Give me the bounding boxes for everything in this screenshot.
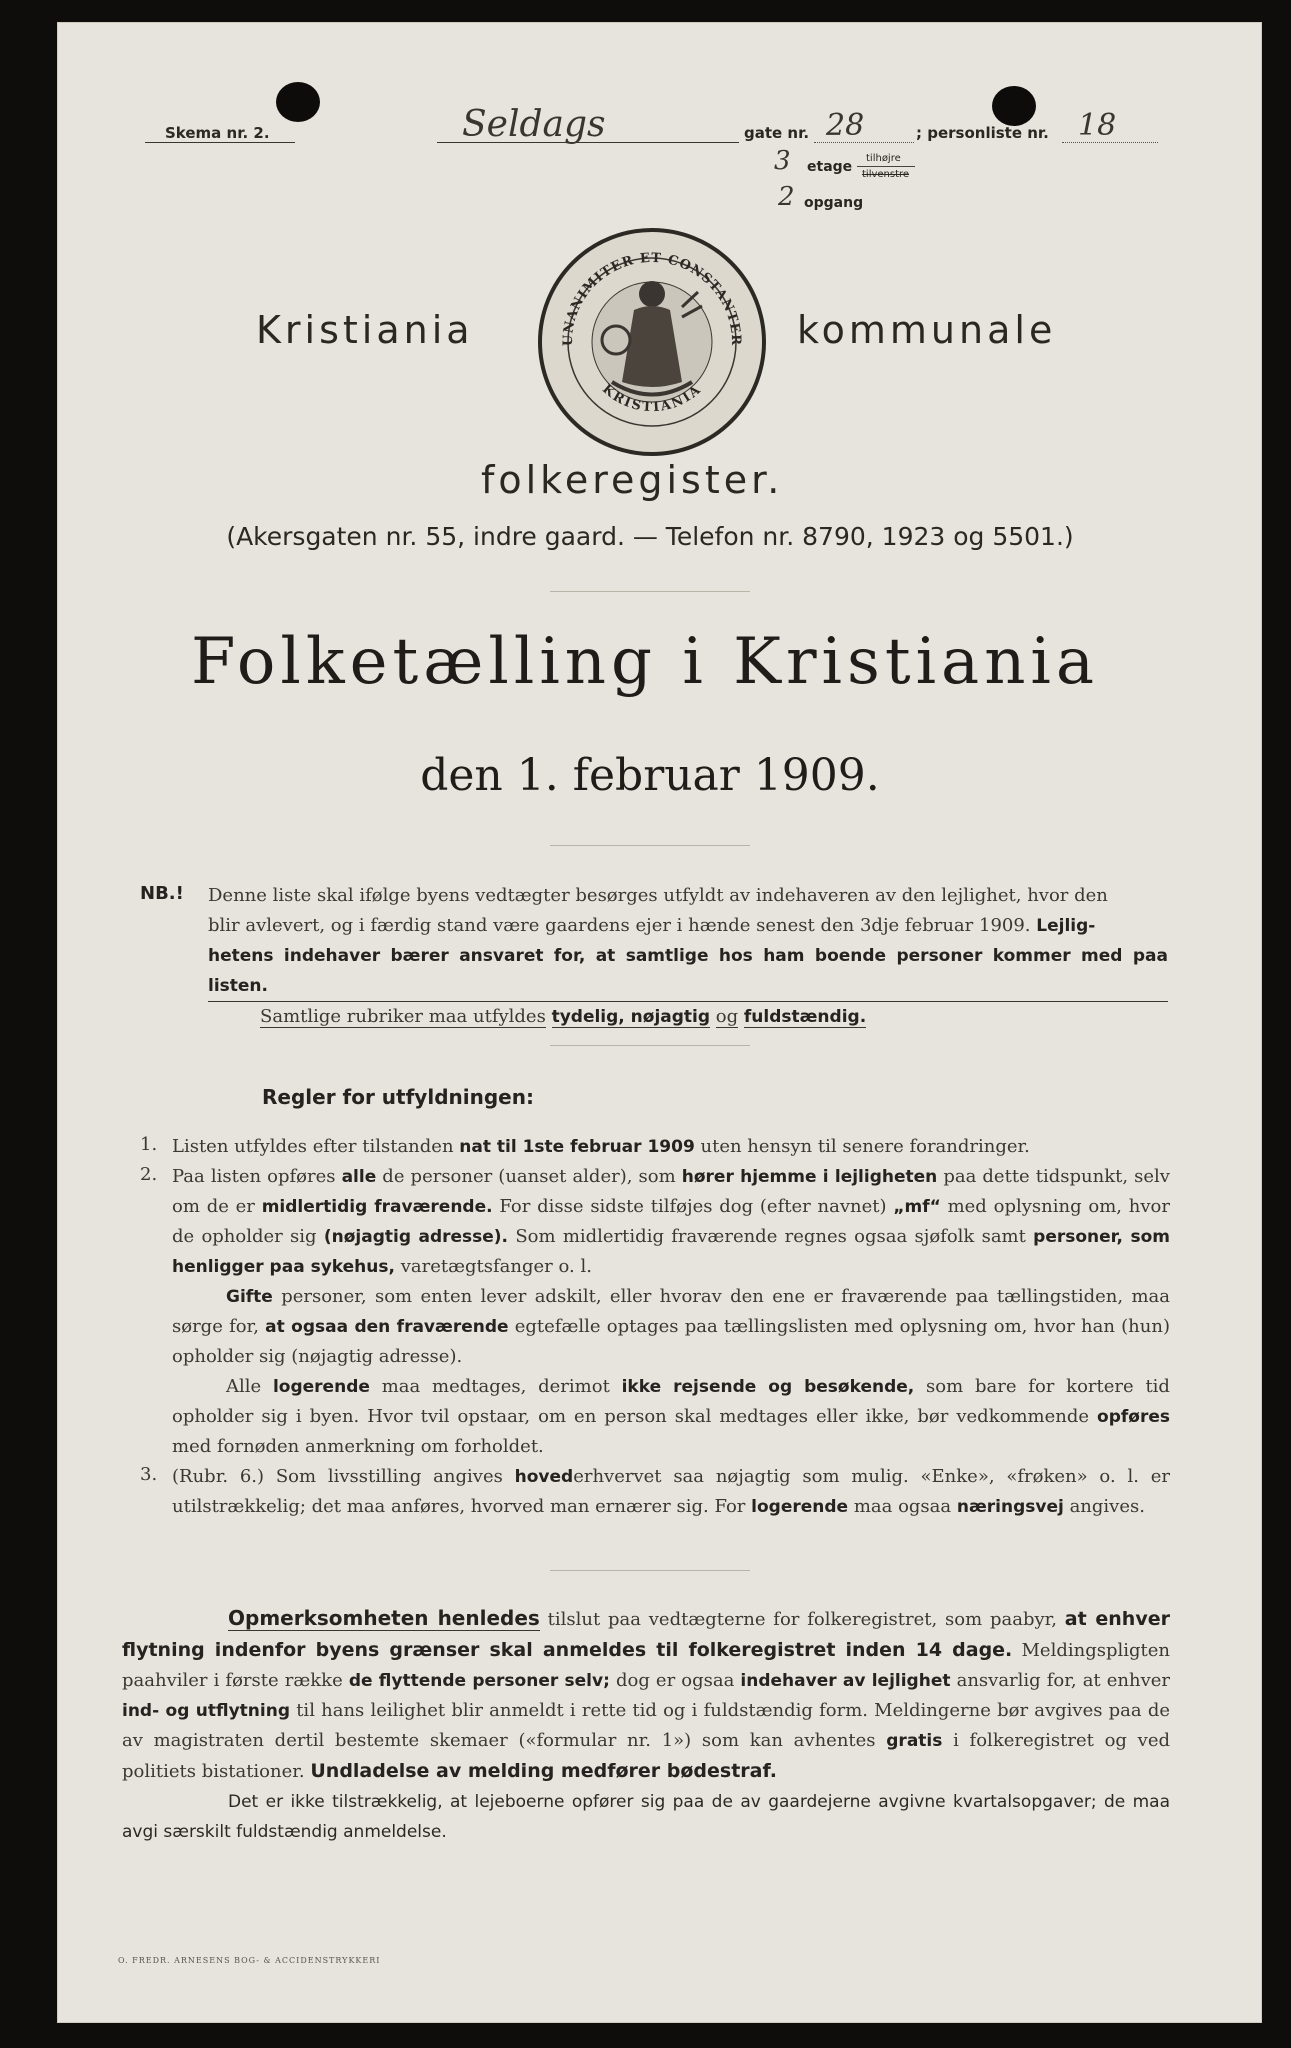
rule-2-k: Som midlertidig fraværende regnes ogsaa sjøfolk samt xyxy=(515,1226,1026,1247)
rule-2-alle: alle xyxy=(341,1167,377,1187)
etage-label: etage xyxy=(807,159,853,175)
document-subtitle: den 1. februar 1909. xyxy=(420,750,880,801)
letterhead-left: Kristiania xyxy=(256,308,474,352)
notice-indflytning: ind- og utflytning xyxy=(122,1701,291,1721)
nb-paragraph xyxy=(208,881,1168,1032)
seal-city: KRISTIANIA xyxy=(599,381,705,416)
rule-2-m: varetægtsfanger o. l. xyxy=(400,1256,592,1277)
rule-3-a: (Rubr. 6.) Som livsstilling angives xyxy=(172,1466,503,1487)
notice-gratis: gratis xyxy=(886,1731,943,1751)
punch-hole-left xyxy=(276,82,320,122)
rule-1-number: 1. xyxy=(140,1134,158,1155)
rule-3-hoved: hoved xyxy=(514,1467,574,1487)
rule-2-i: med oplysning om, hvor de opholder sig xyxy=(172,1196,1170,1247)
rule-2-p3-c: maa medtages, derimot xyxy=(381,1376,610,1397)
rule-2 xyxy=(172,1162,1170,1462)
notice-d: Meldingspligten paahviler i første række xyxy=(122,1640,1170,1691)
gate-number: 28 xyxy=(826,108,865,143)
rule-2-adresse: (nøjagtig adresse). xyxy=(323,1227,509,1247)
skema-underline xyxy=(145,142,295,143)
rule-2-p2-d: egtefælle optages paa tællingslisten med oplysning om, hvor han (hun) opholder sig (nøjagtig adresse). xyxy=(172,1316,1170,1367)
city-seal xyxy=(538,228,766,456)
seal-emblem-icon xyxy=(542,232,762,452)
rule-3 xyxy=(172,1462,1170,1522)
skema-label: Skema nr. 2. xyxy=(165,124,270,142)
letterhead-address: (Akersgaten nr. 55, indre gaard. — Telefon nr. 8790, 1923 og 5501.) xyxy=(226,522,1074,551)
notice-paragraph xyxy=(122,1603,1170,1847)
rule-2-opfores: opføres xyxy=(1097,1407,1170,1427)
separator-4 xyxy=(550,1570,750,1571)
nb-responsibility-start: Lejlig- xyxy=(1036,916,1096,936)
nb-line-2: blir avlevert, og i færdig stand være gaardens ejer i hænde senest den 3dje februar 1909. xyxy=(208,915,1031,936)
notice-j: til hans leilighet blir anmeldt i rette tid og i fuldstændig form. Meldingerne bør avgives paa de av magistraten dertil bestemte skemaer («formular nr. 1») som kan avhentes xyxy=(122,1700,1170,1751)
nb-line-1: Denne liste skal ifølge byens vedtægter besørges utfyldt av indehaveren av den lejlighet, hvor den xyxy=(208,885,1108,906)
notice-14-dage: at enhver flytning indenfor byens grænser skal anmeldes til folkeregistret inden 14 dage. xyxy=(122,1608,1170,1661)
nb-line-4d: fuldstændig. xyxy=(743,1007,867,1027)
rule-2-rejsende: ikke rejsende og besøkende, xyxy=(621,1377,915,1397)
seal-motto: UNANIMITER ET CONSTANTER xyxy=(560,250,744,347)
nb-line-4c: og xyxy=(715,1006,739,1027)
rule-2-fravaerende: midlertidig fraværende. xyxy=(261,1197,493,1217)
rule-2-g: For disse sidste tilføjes dog (efter navnet) xyxy=(499,1196,887,1217)
rule-1 xyxy=(172,1132,1170,1162)
etage-number: 3 xyxy=(774,146,791,176)
notice-final: Det er ikke tilstrækkelig, at lejeboerne opfører sig paa de av gaardejerne avgivne kvartalsopgaver; de maa avgi særskilt fuldstændig anmeldelse. xyxy=(122,1792,1170,1842)
separator-1 xyxy=(550,591,750,592)
rules-heading: Regler for utfyldningen: xyxy=(262,1085,534,1109)
side-right-label: tilhøjre xyxy=(866,153,901,164)
opgang-number: 2 xyxy=(778,182,795,212)
rule-3-logerende: logerende xyxy=(751,1497,849,1517)
rule-2-hjemme: hører hjemme i lejligheten xyxy=(681,1167,938,1187)
notice-flyttende: de flyttende personer selv; xyxy=(348,1671,610,1691)
notice-b: tilslut paa vedtægterne for folkeregistret, som paabyr, xyxy=(547,1609,1057,1630)
personliste-number: 18 xyxy=(1078,108,1117,143)
nb-line-4b: tydelig, nøjagtig xyxy=(551,1007,711,1027)
rule-2-gifte: Gifte xyxy=(226,1287,273,1307)
gate-label: gate nr. xyxy=(744,124,810,142)
gate-line xyxy=(814,142,914,143)
nb-responsibility: hetens indehaver bærer ansvaret for, at samtlige hos ham boende personer kommer med paa listen. xyxy=(208,946,1168,996)
street-line xyxy=(437,142,739,143)
rule-2-number: 2. xyxy=(140,1164,158,1185)
rule-2-mf: „mf“ xyxy=(893,1197,941,1217)
notice-f: dog er ogsaa xyxy=(615,1670,735,1691)
document-title: Folketælling i Kristiania xyxy=(190,625,1100,699)
side-left-label-struck: tilvenstre xyxy=(862,169,910,180)
notice-l: i folkeregistret og ved politiets bistationer. xyxy=(122,1730,1170,1782)
nb-line-4a: Samtlige rubriker maa utfyldes xyxy=(260,1006,546,1027)
notice-bodestraf: Undladelse av melding medfører bødestraf. xyxy=(310,1760,777,1782)
separator-3 xyxy=(550,1045,750,1046)
notice-indehaver: indehaver av lejlighet xyxy=(740,1671,951,1691)
rule-2-a: Paa listen opføres xyxy=(172,1166,336,1187)
rule-2-p2-b: personer, som enten lever adskilt, eller hvorav den ene er fraværende paa tællingstiden, maa sørge for, xyxy=(172,1286,1170,1337)
rule-1-a: Listen utfyldes efter tilstanden xyxy=(172,1136,454,1157)
separator-2 xyxy=(550,845,750,846)
side-divider xyxy=(857,166,915,167)
rule-1-c: uten hensyn til senere forandringer. xyxy=(700,1136,1030,1157)
rule-3-g: angives. xyxy=(1069,1496,1145,1517)
personliste-line xyxy=(1062,142,1158,143)
rule-2-p3-e: som bare for kortere tid opholder sig i byen. Hvor tvil opstaar, om en person skal medtages eller ikke, bør vedkommende xyxy=(172,1376,1170,1427)
notice-heading: Opmerksomheten henledes xyxy=(228,1606,540,1630)
rule-2-p2-c: at ogsaa den fraværende xyxy=(265,1317,509,1337)
notice-h: ansvarlig for, at enhver xyxy=(956,1670,1171,1691)
rule-1-date: nat til 1ste februar 1909 xyxy=(459,1137,695,1157)
letterhead-right: kommunale xyxy=(797,308,1057,352)
nb-label: NB.! xyxy=(140,883,184,904)
personliste-label: ; personliste nr. xyxy=(916,124,1049,142)
rule-2-p3-a: Alle xyxy=(226,1376,262,1397)
rule-3-number: 3. xyxy=(140,1464,158,1485)
opgang-label: opgang xyxy=(804,195,864,211)
printer-imprint: O. FREDR. ARNESENS BOG- & ACCIDENSTRYKKERI xyxy=(118,1956,381,1965)
rule-2-p3-g: med fornøden anmerkning om forholdet. xyxy=(172,1436,544,1457)
rule-3-naeringsvej: næringsvej xyxy=(956,1497,1064,1517)
punch-hole-right xyxy=(992,86,1036,126)
rule-2-sykehus: personer, som henligger paa sykehus, xyxy=(172,1227,1170,1277)
rule-2-logerende: logerende xyxy=(272,1377,370,1397)
rule-2-e: paa dette tidspunkt, selv om de er xyxy=(172,1166,1170,1217)
rule-2-c: de personer (uanset alder), som xyxy=(382,1166,676,1187)
letterhead-folkeregister: folkeregister. xyxy=(481,458,784,502)
street-handwritten: Seldags xyxy=(462,104,606,145)
rule-3-c: erhvervet saa nøjagtig som mulig. «Enke», «frøken» o. l. er utilstrækkelig; det maa anføres, hvorved man ernærer sig. For xyxy=(172,1466,1170,1517)
rule-3-e: maa ogsaa xyxy=(853,1496,952,1517)
